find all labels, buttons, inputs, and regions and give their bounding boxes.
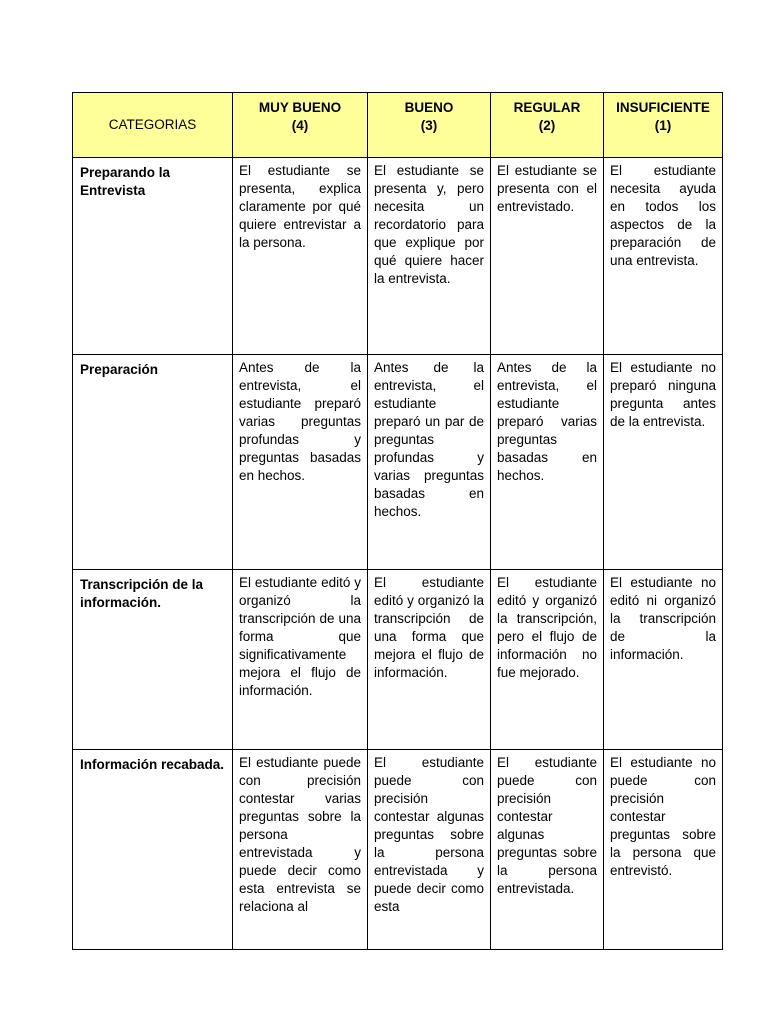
- header-insuficiente: [604, 93, 723, 158]
- criteria-cell: [368, 750, 491, 950]
- criteria-cell: El estudiante editó y organizó la transcripción de una forma que significativamente mejora el flujo de información.: [233, 570, 368, 750]
- header-score: (4): [291, 118, 309, 133]
- criteria-cell: Antes de la entrevista, el estudiante preparó un par de preguntas profundas y varias preguntas basadas en hechos.: [368, 355, 491, 570]
- header-label: INSUFICIENTE: [616, 100, 710, 115]
- criteria-cell: El estudiante no preparó ninguna pregunta antes de la entrevista.: [604, 355, 723, 570]
- criteria-cell: El estudiante editó y organizó la transcripción, pero el flujo de información no fue mejorado.: [491, 570, 604, 750]
- table-row: [73, 570, 723, 750]
- table-row: [73, 158, 723, 355]
- criteria-cell: El estudiante editó y organizó la transcripción de una forma que mejora el flujo de información.: [368, 570, 491, 750]
- header-categorias: [73, 93, 233, 158]
- criteria-cell: [491, 750, 604, 950]
- header-score: (3): [420, 118, 438, 133]
- header-score: (1): [654, 118, 672, 133]
- criteria-cell: El estudiante necesita ayuda en todos los aspectos de la preparación de una entrevista.: [604, 158, 723, 355]
- header-row: [73, 93, 723, 158]
- category-cell: Transcripción de la información.: [73, 570, 233, 750]
- header-muy-bueno: [233, 93, 368, 158]
- header-label: CATEGORIAS: [108, 117, 197, 132]
- header-label: MUY BUENO: [258, 100, 342, 115]
- table-row: [73, 750, 723, 950]
- header-label: BUENO: [404, 100, 454, 115]
- criteria-cell: Antes de la entrevista, el estudiante preparó varias preguntas basadas en hechos.: [491, 355, 604, 570]
- header-bueno: [368, 93, 491, 158]
- criteria-cell: [604, 750, 723, 950]
- criteria-text: El estudiante no puede con precisión contestar preguntas sobre la persona que entrevistó.: [610, 755, 716, 878]
- table-row: [73, 355, 723, 570]
- header-score: (2): [538, 118, 556, 133]
- criteria-cell: El estudiante se presenta y, pero necesita un recordatorio para que explique por qué quiere hacer la entrevista.: [368, 158, 491, 355]
- criteria-text: El estudiante puede con precisión contestar varias preguntas sobre la persona entrevistada y puede decir como esta entrevista se relaciona al: [239, 755, 361, 914]
- rubric-table: [72, 92, 723, 950]
- category-cell: Preparando la Entrevista: [73, 158, 233, 355]
- category-cell: Preparación: [73, 355, 233, 570]
- header-regular: [491, 93, 604, 158]
- criteria-cell: El estudiante se presenta, explica claramente por qué quiere entrevistar a la persona.: [233, 158, 368, 355]
- header-label: REGULAR: [513, 100, 581, 115]
- criteria-cell: Antes de la entrevista, el estudiante preparó varias preguntas profundas y preguntas basadas en hechos.: [233, 355, 368, 570]
- category-cell: Información recabada.: [73, 750, 233, 950]
- criteria-cell: [233, 750, 368, 950]
- criteria-cell: El estudiante no editó ni organizó la transcripción de la información.: [604, 570, 723, 750]
- criteria-text: El estudiante puede con precisión contestar algunas preguntas sobre la persona entrevistada y puede decir como esta: [374, 755, 484, 914]
- criteria-cell: El estudiante se presenta con el entrevistado.: [491, 158, 604, 355]
- criteria-text: El estudiante puede con precisión contestar algunas preguntas sobre la persona entrevistada.: [497, 755, 597, 896]
